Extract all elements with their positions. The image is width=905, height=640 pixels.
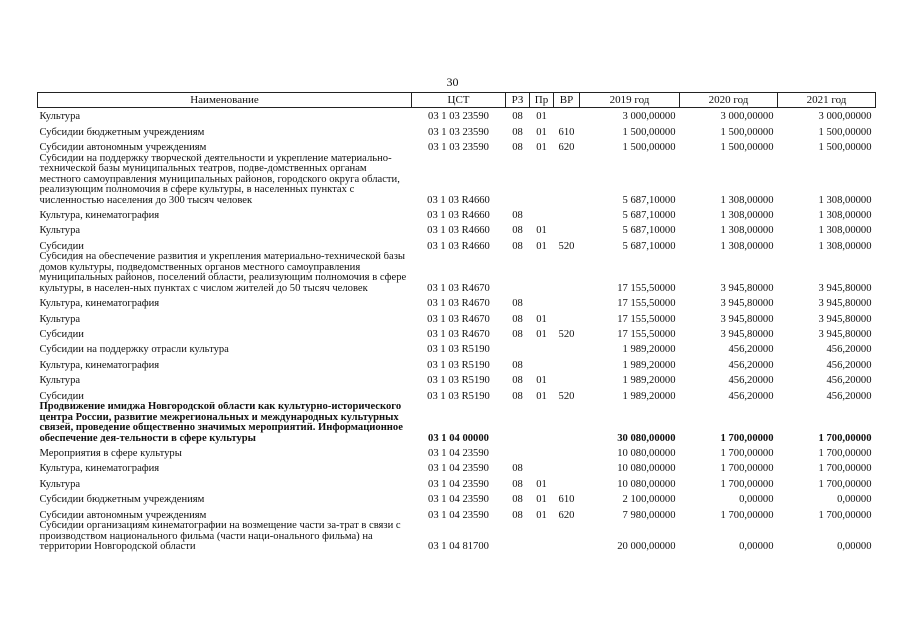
cell-2021: 1 700,00000 (818, 463, 872, 475)
header-2021: 2021 год (778, 93, 876, 108)
table-row (38, 475, 876, 490)
cell-rz: 08 (512, 126, 523, 138)
cell-name: Культура (39, 478, 81, 490)
table-row (38, 356, 876, 371)
header-rz: РЗ (506, 93, 530, 108)
cell-vr (554, 108, 580, 123)
cell-2019: 17 155,50000 (617, 329, 676, 341)
cell-name: Субсидии организациям кинематографии на возмещение части за-трат в связи с производством национального фильма (части наци-онального фильма) на территории Новгородской области (39, 521, 401, 553)
cell-2019: 17 155,50000 (617, 313, 676, 325)
cell-pr (530, 252, 554, 294)
cell-2021: 3 945,80000 (818, 329, 872, 341)
header-2020: 2020 год (680, 93, 778, 108)
cell-name: Субсидии (39, 329, 84, 341)
cell-pr: 01 (536, 509, 547, 521)
cell-vr (554, 154, 580, 207)
cell-rz (506, 521, 530, 553)
cell-name: Субсидии на поддержку отрасли культура (39, 344, 229, 356)
cell-name: Культура (39, 313, 81, 325)
cell-vr (554, 521, 580, 553)
cell-2020: 1 700,00000 (720, 509, 774, 521)
cell-rz: 08 (512, 240, 523, 252)
cell-cst: 03 1 04 23590 (428, 478, 489, 490)
cell-vr (554, 341, 580, 356)
cell-2019: 5 687,10000 (622, 240, 676, 252)
cell-pr: 01 (536, 126, 547, 138)
cell-vr: 520 (558, 240, 575, 252)
cell-2021: 3 945,80000 (818, 298, 872, 310)
cell-vr (554, 206, 580, 221)
cell-vr (554, 402, 580, 444)
cell-cst: 03 1 03 R4660 (427, 210, 490, 222)
cell-pr (530, 294, 554, 309)
cell-cst: 03 1 03 R4660 (427, 240, 490, 252)
cell-2019: 20 000,00000 (617, 541, 676, 553)
cell-cst: 03 1 03 23590 (428, 142, 489, 154)
cell-cst: 03 1 04 81700 (428, 541, 489, 553)
cell-name: Субсидии бюджетным учреждениям (39, 494, 205, 506)
cell-rz (506, 402, 530, 444)
cell-2021: 456,20000 (826, 344, 872, 356)
table-row (38, 444, 876, 459)
cell-name: Субсидии бюджетным учреждениям (39, 126, 205, 138)
cell-rz: 08 (512, 494, 523, 506)
cell-2020: 1 308,00000 (720, 210, 774, 222)
cell-rz: 08 (512, 210, 523, 222)
cell-2019: 10 080,00000 (617, 463, 676, 475)
cell-cst: 03 1 03 R4670 (427, 298, 490, 310)
cell-2021: 456,20000 (826, 390, 872, 402)
cell-2020: 3 945,80000 (720, 282, 774, 294)
cell-vr (554, 444, 580, 459)
cell-2020: 1 700,00000 (720, 432, 774, 444)
cell-cst: 03 1 03 R4670 (427, 329, 490, 341)
cell-2019: 1 500,00000 (622, 142, 676, 154)
cell-rz: 08 (512, 478, 523, 490)
cell-pr: 01 (536, 329, 547, 341)
cell-rz: 08 (512, 329, 523, 341)
cell-2021: 0,00000 (837, 494, 872, 506)
cell-name: Продвижение имиджа Новгородской области как культурно-исторического центра России, развитие межрегиональных и международных культурных связей, проведение общественно значимых мероприятий. Информационное обеспечение дея-тельности в сфере культуры (39, 402, 403, 444)
cell-2020: 1 500,00000 (720, 126, 774, 138)
cell-2019: 10 080,00000 (617, 447, 676, 459)
cell-2020: 3 945,80000 (720, 298, 774, 310)
table-row (38, 222, 876, 237)
table-row (38, 506, 876, 521)
cell-2020: 1 308,00000 (720, 194, 774, 206)
cell-rz: 08 (512, 509, 523, 521)
cell-pr (530, 459, 554, 474)
cell-2019: 1 989,20000 (622, 344, 676, 356)
cell-rz: 08 (512, 375, 523, 387)
cell-2021: 1 500,00000 (818, 126, 872, 138)
cell-vr: 620 (558, 142, 575, 154)
cell-pr: 01 (536, 225, 547, 237)
cell-cst: 03 1 04 23590 (428, 509, 489, 521)
cell-name: Субсидии (39, 240, 84, 252)
cell-pr (530, 206, 554, 221)
cell-2019: 3 000,00000 (622, 111, 676, 123)
cell-cst: 03 1 03 23590 (428, 111, 489, 123)
cell-pr (530, 356, 554, 371)
table-row (38, 371, 876, 386)
cell-2021: 1 700,00000 (818, 432, 872, 444)
cell-pr: 01 (536, 494, 547, 506)
cell-cst: 03 1 03 R4670 (427, 282, 490, 294)
table-row (38, 521, 876, 553)
cell-cst: 03 1 03 R5190 (427, 390, 490, 402)
cell-2020: 456,20000 (728, 390, 774, 402)
cell-cst: 03 1 03 R4670 (427, 313, 490, 325)
cell-2019: 1 989,20000 (622, 390, 676, 402)
cell-vr (554, 252, 580, 294)
header-vr: ВР (554, 93, 580, 108)
cell-2021: 1 700,00000 (818, 478, 872, 490)
cell-cst: 03 1 03 R5190 (427, 375, 490, 387)
cell-rz (506, 252, 530, 294)
cell-cst: 03 1 03 R4660 (427, 225, 490, 237)
cell-vr (554, 222, 580, 237)
cell-2019: 1 989,20000 (622, 359, 676, 371)
budget-table (37, 92, 876, 553)
cell-2021: 456,20000 (826, 359, 872, 371)
cell-2021: 456,20000 (826, 375, 872, 387)
header-name: Наименование (38, 93, 412, 108)
cell-pr (530, 154, 554, 207)
cell-2019: 7 980,00000 (622, 509, 676, 521)
cell-cst: 03 1 03 R5190 (427, 344, 490, 356)
table-row (38, 252, 876, 294)
cell-name: Культура, кинематография (39, 463, 160, 475)
cell-cst: 03 1 03 R5190 (427, 359, 490, 371)
cell-2021: 3 000,00000 (818, 111, 872, 123)
header-pr: Пр (530, 93, 554, 108)
cell-pr (530, 521, 554, 553)
cell-rz (506, 341, 530, 356)
table-row (38, 341, 876, 356)
cell-vr (554, 475, 580, 490)
table-body (38, 108, 876, 553)
cell-rz: 08 (512, 298, 523, 310)
cell-2021: 3 945,80000 (818, 282, 872, 294)
table-header (38, 93, 876, 108)
cell-pr: 01 (536, 478, 547, 490)
cell-2020: 0,00000 (739, 541, 774, 553)
cell-name: Субсидия на обеспечение развития и укрепления материально-технической базы домов культуры, подведомственных органов местного самоуправления муниципальных районов, поселений области, реализующим полномочия в сфере культуры, в населен-ных пунктах с числом жителей до 50 тысяч человек (39, 252, 407, 294)
cell-name: Культура, кинематография (39, 298, 160, 310)
cell-name: Культура (39, 375, 81, 387)
cell-2019: 5 687,10000 (622, 194, 676, 206)
cell-2021: 1 308,00000 (818, 210, 872, 222)
cell-pr (530, 444, 554, 459)
cell-pr (530, 402, 554, 444)
cell-rz (506, 444, 530, 459)
cell-vr (554, 356, 580, 371)
cell-name: Культура, кинематография (39, 210, 160, 222)
cell-2020: 1 700,00000 (720, 463, 774, 475)
cell-2021: 3 945,80000 (818, 313, 872, 325)
cell-pr: 01 (536, 111, 547, 123)
cell-cst: 03 1 04 00000 (428, 432, 489, 444)
cell-vr: 520 (558, 390, 575, 402)
table-row (38, 206, 876, 221)
header-2019: 2019 год (580, 93, 680, 108)
cell-cst: 03 1 04 23590 (428, 447, 489, 459)
cell-2020: 456,20000 (728, 359, 774, 371)
cell-vr: 610 (558, 126, 575, 138)
cell-name: Субсидии (39, 390, 84, 402)
table-row (38, 294, 876, 309)
table-row (38, 138, 876, 153)
table-row (38, 387, 876, 402)
cell-pr: 01 (536, 375, 547, 387)
cell-rz (506, 154, 530, 207)
cell-2020: 1 500,00000 (720, 142, 774, 154)
cell-vr: 620 (558, 509, 575, 521)
table-row (38, 325, 876, 340)
cell-name: Культура, кинематография (39, 359, 160, 371)
cell-cst: 03 1 04 23590 (428, 494, 489, 506)
cell-2019: 1 989,20000 (622, 375, 676, 387)
cell-name: Культура (39, 225, 81, 237)
cell-2020: 456,20000 (728, 344, 774, 356)
cell-pr: 01 (536, 240, 547, 252)
cell-cst: 03 1 03 R4660 (427, 194, 490, 206)
cell-name: Культура (39, 111, 81, 123)
cell-pr: 01 (536, 142, 547, 154)
cell-2021: 1 308,00000 (818, 194, 872, 206)
table-row (38, 154, 876, 207)
cell-2021: 1 500,00000 (818, 142, 872, 154)
page-number: 30 (446, 75, 459, 89)
cell-vr (554, 310, 580, 325)
cell-cst: 03 1 04 23590 (428, 463, 489, 475)
cell-2021: 1 700,00000 (818, 447, 872, 459)
cell-name: Субсидии на поддержку творческой деятельности и укрепление материально-технической базы муниципальных театров, подве-домственных органам местного самоуправления муниципальных районов, городского округа области, реализующим полномочия в сфере культуры, в населенных пунктах с численностью населения до 300 тысяч человек (39, 153, 400, 206)
table-row (38, 108, 876, 123)
cell-2020: 3 945,80000 (720, 313, 774, 325)
cell-vr: 610 (558, 494, 575, 506)
cell-2019: 5 687,10000 (622, 225, 676, 237)
cell-rz: 08 (512, 359, 523, 371)
cell-2021: 1 308,00000 (818, 240, 872, 252)
table-row (38, 237, 876, 252)
cell-2019: 5 687,10000 (622, 210, 676, 222)
table-row (38, 310, 876, 325)
table-row (38, 490, 876, 505)
cell-2019: 30 080,00000 (617, 432, 676, 444)
cell-2019: 17 155,50000 (617, 298, 676, 310)
cell-vr (554, 459, 580, 474)
table-row (38, 402, 876, 444)
cell-pr (530, 341, 554, 356)
header-cst: ЦСТ (412, 93, 506, 108)
table-row (38, 123, 876, 138)
cell-2021: 1 308,00000 (818, 225, 872, 237)
cell-2019: 1 500,00000 (622, 126, 676, 138)
cell-vr (554, 371, 580, 386)
cell-2020: 3 000,00000 (720, 111, 774, 123)
cell-2019: 10 080,00000 (617, 478, 676, 490)
cell-2019: 2 100,00000 (622, 494, 676, 506)
cell-name: Субсидии автономным учреждениям (39, 509, 207, 521)
cell-2020: 1 308,00000 (720, 225, 774, 237)
cell-2021: 1 700,00000 (818, 509, 872, 521)
cell-2020: 0,00000 (739, 494, 774, 506)
cell-2020: 1 700,00000 (720, 447, 774, 459)
cell-vr: 520 (558, 329, 575, 341)
cell-pr: 01 (536, 390, 547, 402)
cell-rz: 08 (512, 390, 523, 402)
cell-2020: 1 700,00000 (720, 478, 774, 490)
cell-rz: 08 (512, 111, 523, 123)
cell-rz: 08 (512, 142, 523, 154)
cell-2020: 456,20000 (728, 375, 774, 387)
cell-rz: 08 (512, 463, 523, 475)
cell-2020: 1 308,00000 (720, 240, 774, 252)
cell-2019: 17 155,50000 (617, 282, 676, 294)
table-row (38, 459, 876, 474)
cell-vr (554, 294, 580, 309)
cell-2021: 0,00000 (837, 541, 872, 553)
cell-rz: 08 (512, 225, 523, 237)
cell-rz: 08 (512, 313, 523, 325)
cell-2020: 3 945,80000 (720, 329, 774, 341)
cell-name: Мероприятия в сфере культуры (39, 447, 182, 459)
cell-cst: 03 1 03 23590 (428, 126, 489, 138)
cell-pr: 01 (536, 313, 547, 325)
cell-name: Субсидии автономным учреждениям (39, 142, 207, 154)
